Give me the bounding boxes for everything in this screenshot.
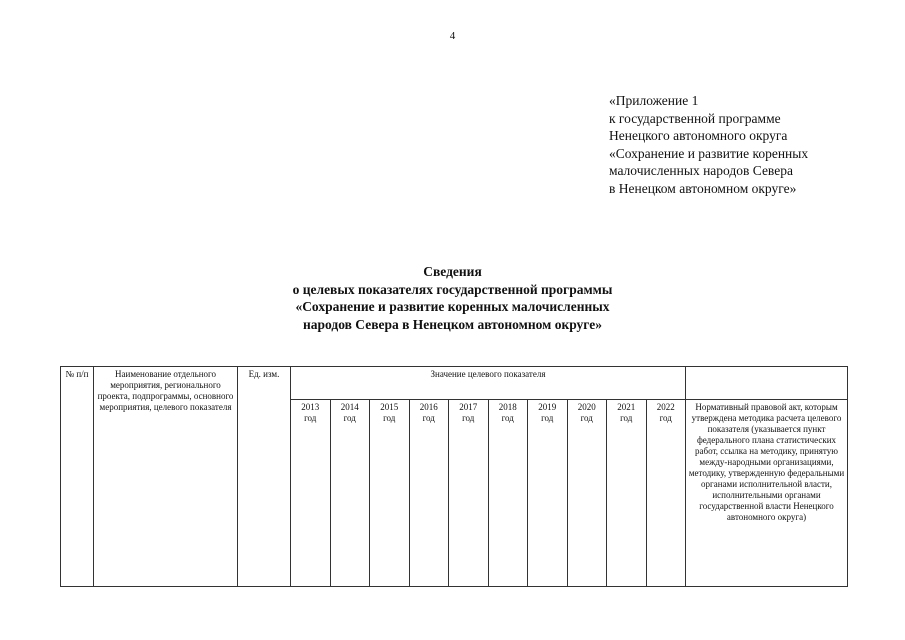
header-name: Наименование отдельного мероприятия, регионального проекта, подпрограммы, основного мероприятия, целевого показателя — [94, 367, 238, 587]
year-label: 2013 — [301, 402, 320, 412]
header-number: № п/п — [61, 367, 94, 587]
year-header — [449, 400, 489, 587]
appendix-line: малочисленных народов Севера — [609, 163, 793, 178]
year-label: 2018 — [498, 402, 517, 412]
year-header — [646, 400, 686, 587]
year-header — [528, 400, 568, 587]
year-label: 2016 — [419, 402, 438, 412]
year-suffix: год — [383, 413, 396, 423]
appendix-line: к государственной программе — [609, 110, 781, 126]
header-legal-act: Нормативный правовой акт, которым утверждена методика расчета целевого показателя (указывается пункт федерального плана статистических работ, ссылка на методику, принятую между-народными организациями, методику, утвержденную федеральными органами исполнительной власти, исполнительными органами государственной власти Ненецкого автономного округа) — [686, 400, 848, 587]
indicators-table — [60, 366, 848, 587]
year-label: 2020 — [577, 402, 596, 412]
year-header — [330, 400, 370, 587]
appendix-line: Ненецкого автономного округа — [609, 128, 788, 143]
year-header — [567, 400, 607, 587]
year-suffix: год — [620, 413, 633, 423]
year-header — [607, 400, 647, 587]
year-label: 2022 — [656, 402, 675, 412]
year-suffix: год — [422, 413, 435, 423]
year-label: 2015 — [380, 402, 399, 412]
document-title — [0, 263, 905, 333]
year-label: 2021 — [617, 402, 636, 412]
title-line: Сведения — [423, 264, 482, 279]
year-label: 2014 — [340, 402, 359, 412]
appendix-line: «Сохранение и развитие коренных — [609, 145, 809, 161]
year-header — [488, 400, 528, 587]
year-suffix: год — [304, 413, 317, 423]
header-target-value: Значение целевого показателя — [291, 367, 686, 400]
title-line: «Сохранение и развитие коренных малочисленных — [295, 299, 610, 314]
appendix-line: в Ненецком автономном округе» — [609, 180, 797, 196]
year-header — [409, 400, 449, 587]
page-number: 4 — [449, 30, 456, 42]
year-suffix: год — [343, 413, 356, 423]
title-line: народов Севера в Ненецком автономном округе» — [302, 316, 603, 332]
year-suffix: год — [659, 413, 672, 423]
year-suffix: год — [541, 413, 554, 423]
title-line: о целевых показателях государственной программы — [292, 281, 613, 297]
appendix-note — [609, 92, 899, 197]
year-label: 2019 — [538, 402, 557, 412]
year-suffix: год — [462, 413, 475, 423]
year-header — [370, 400, 410, 587]
year-suffix: год — [580, 413, 593, 423]
header-empty-cell — [686, 367, 848, 400]
year-header — [291, 400, 331, 587]
appendix-line: «Приложение 1 — [609, 93, 699, 108]
header-unit: Ед. изм. — [238, 367, 291, 587]
year-label: 2017 — [459, 402, 478, 412]
year-suffix: год — [501, 413, 514, 423]
